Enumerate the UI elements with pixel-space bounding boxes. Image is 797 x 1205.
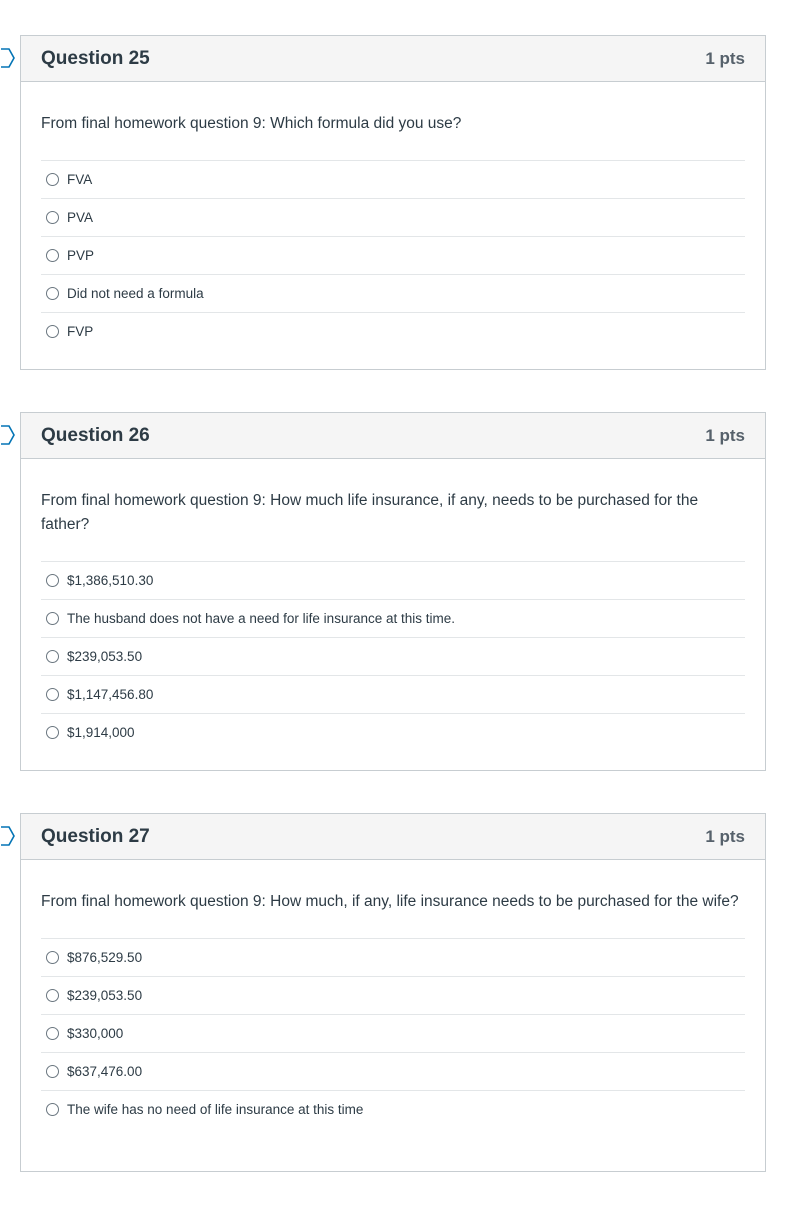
- radio-unchecked-icon[interactable]: [46, 726, 59, 739]
- question-27: [20, 813, 766, 1172]
- answer-option[interactable]: [41, 237, 745, 275]
- answer-option[interactable]: [41, 275, 745, 313]
- answer-label[interactable]: $1,914,000: [67, 725, 135, 740]
- answer-list: [41, 160, 745, 350]
- question-body: [21, 860, 765, 1158]
- answer-option[interactable]: [41, 562, 745, 600]
- answer-label[interactable]: $330,000: [67, 1026, 124, 1041]
- question-text: From final homework question 9: How much, if any, life insurance needs to be purchased for the wife?: [41, 893, 739, 910]
- question-header: [21, 814, 765, 860]
- radio-unchecked-icon[interactable]: [46, 688, 59, 701]
- answer-label[interactable]: PVP: [67, 248, 95, 263]
- answer-label[interactable]: $876,529.50: [67, 950, 143, 965]
- answer-list: [41, 938, 745, 1128]
- answer-option[interactable]: [41, 161, 745, 199]
- answer-option[interactable]: [41, 939, 745, 977]
- radio-unchecked-icon[interactable]: [46, 989, 59, 1002]
- radio-unchecked-icon[interactable]: [46, 249, 59, 262]
- answer-label[interactable]: $637,476.00: [67, 1064, 143, 1079]
- answer-label[interactable]: $239,053.50: [67, 988, 143, 1003]
- radio-unchecked-icon[interactable]: [46, 650, 59, 663]
- question-text: From final homework question 9: How much life insurance, if any, needs to be purchased for the father?: [41, 492, 699, 533]
- question-points: 1 pts: [705, 48, 745, 68]
- answer-option[interactable]: [41, 714, 745, 751]
- bookmark-flag-icon[interactable]: [1, 425, 15, 445]
- question-header: [21, 36, 765, 82]
- question-body: [21, 459, 765, 781]
- answer-label[interactable]: Did not need a formula: [67, 286, 204, 301]
- bookmark-flag-icon[interactable]: [1, 826, 15, 846]
- answer-option[interactable]: [41, 1091, 745, 1128]
- question-title: Question 25: [41, 47, 150, 69]
- radio-unchecked-icon[interactable]: [46, 951, 59, 964]
- radio-unchecked-icon[interactable]: [46, 612, 59, 625]
- answer-label[interactable]: $1,147,456.80: [67, 687, 154, 702]
- answer-label[interactable]: $1,386,510.30: [67, 573, 154, 588]
- radio-unchecked-icon[interactable]: [46, 1065, 59, 1078]
- radio-unchecked-icon[interactable]: [46, 325, 59, 338]
- answer-option[interactable]: [41, 638, 745, 676]
- answer-label[interactable]: FVA: [67, 172, 93, 187]
- answer-option[interactable]: [41, 313, 745, 350]
- answer-option[interactable]: [41, 676, 745, 714]
- answer-label[interactable]: The husband does not have a need for life insurance at this time.: [67, 611, 455, 626]
- question-points: 1 pts: [705, 425, 745, 445]
- answer-option[interactable]: [41, 1015, 745, 1053]
- question-title: Question 27: [41, 825, 150, 847]
- answer-list: [41, 561, 745, 751]
- radio-unchecked-icon[interactable]: [46, 173, 59, 186]
- question-text: From final homework question 9: Which formula did you use?: [41, 115, 462, 132]
- radio-unchecked-icon[interactable]: [46, 287, 59, 300]
- question-26: [20, 412, 766, 771]
- question-title: Question 26: [41, 424, 150, 446]
- radio-unchecked-icon[interactable]: [46, 574, 59, 587]
- answer-label[interactable]: $239,053.50: [67, 649, 143, 664]
- bookmark-flag-icon[interactable]: [1, 48, 15, 68]
- question-header: [21, 413, 765, 459]
- answer-option[interactable]: [41, 1053, 745, 1091]
- radio-unchecked-icon[interactable]: [46, 1027, 59, 1040]
- radio-unchecked-icon[interactable]: [46, 211, 59, 224]
- answer-option[interactable]: [41, 600, 745, 638]
- answer-option[interactable]: [41, 977, 745, 1015]
- answer-label[interactable]: The wife has no need of life insurance at this time: [67, 1102, 364, 1117]
- question-points: 1 pts: [705, 826, 745, 846]
- question-body: [21, 82, 765, 380]
- answer-option[interactable]: [41, 199, 745, 237]
- answer-label[interactable]: FVP: [67, 324, 94, 339]
- question-25: [20, 35, 766, 370]
- radio-unchecked-icon[interactable]: [46, 1103, 59, 1116]
- answer-label[interactable]: PVA: [67, 210, 94, 225]
